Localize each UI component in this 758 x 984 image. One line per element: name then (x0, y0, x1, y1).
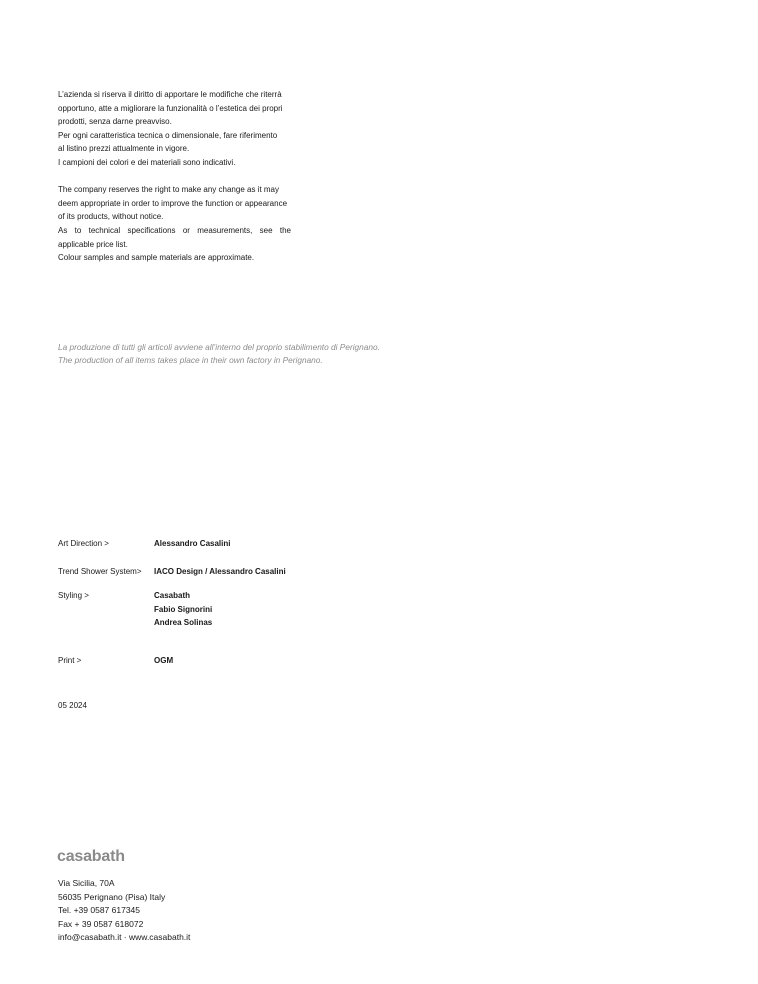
disclaimer-en-line: Colour samples and sample materials are approximate. (58, 253, 255, 263)
production-note-en: The production of all items takes place in their own factory in Perignano. (58, 354, 323, 365)
paragraph-spacer (58, 170, 291, 184)
disclaimer-en-line: of its products, without notice. (58, 212, 164, 222)
credit-values (154, 537, 230, 551)
credit-value: Andrea Solinas (154, 618, 213, 628)
credit-value: Casabath (154, 591, 191, 600)
credit-label: Art Direction > (58, 539, 109, 548)
credit-value: OGM (154, 656, 174, 665)
address-city: 56035 Perignano (Pisa) Italy (58, 891, 166, 902)
disclaimer-it-line: L’azienda si riserva il diritto di apportare le modifiche che riterrà (58, 90, 282, 99)
credit-value: IACO Design / Alessandro Casalini (154, 567, 286, 576)
address-street: Via Sicilia, 70A (58, 878, 115, 888)
disclaimer-it-line: opportuno, atte a migliorare la funzionalità o l’estetica dei propri (58, 103, 283, 113)
disclaimer-en-line: As to technical specifications or measurements, see the (58, 225, 291, 235)
credit-values (154, 589, 212, 630)
credit-value: Fabio Signorini (154, 604, 213, 614)
credit-label: Print > (58, 656, 82, 665)
credit-value: Alessandro Casalini (154, 539, 231, 548)
credit-values (154, 565, 286, 579)
company-address (58, 877, 190, 945)
disclaimer-en-line: deem appropriate in order to improve the function or appearance (58, 198, 288, 208)
disclaimer-it-line: prodotti, senza darne preavviso. (58, 117, 172, 127)
disclaimer-en-line: applicable price list. (58, 239, 128, 249)
address-fax: Fax + 39 0587 618072 (58, 918, 144, 929)
credit-label: Styling > (58, 591, 89, 600)
disclaimer-it-line: Per ogni caratteristica tecnica o dimensionale, fare riferimento (58, 130, 278, 140)
publication-date: 05 2024 (58, 701, 87, 710)
address-tel: Tel. +39 0587 617345 (58, 905, 141, 916)
address-web: info@casabath.it · www.casabath.it (58, 932, 191, 943)
production-note (58, 341, 380, 366)
production-note-it: La produzione di tutti gli articoli avviene all’interno del proprio stabilimento di Perignano. (58, 342, 380, 352)
disclaimer-en-line: The company reserves the right to make any change as it may (58, 185, 279, 195)
casabath-logo: casabath (57, 848, 125, 865)
disclaimer-it-line: I campioni dei colori e dei materiali sono indicativi. (58, 157, 236, 167)
disclaimer (58, 88, 291, 265)
credit-label: Trend Shower System> (58, 567, 142, 576)
credit-values (154, 654, 173, 668)
disclaimer-it-line: al listino prezzi attualmente in vigore. (58, 144, 190, 154)
